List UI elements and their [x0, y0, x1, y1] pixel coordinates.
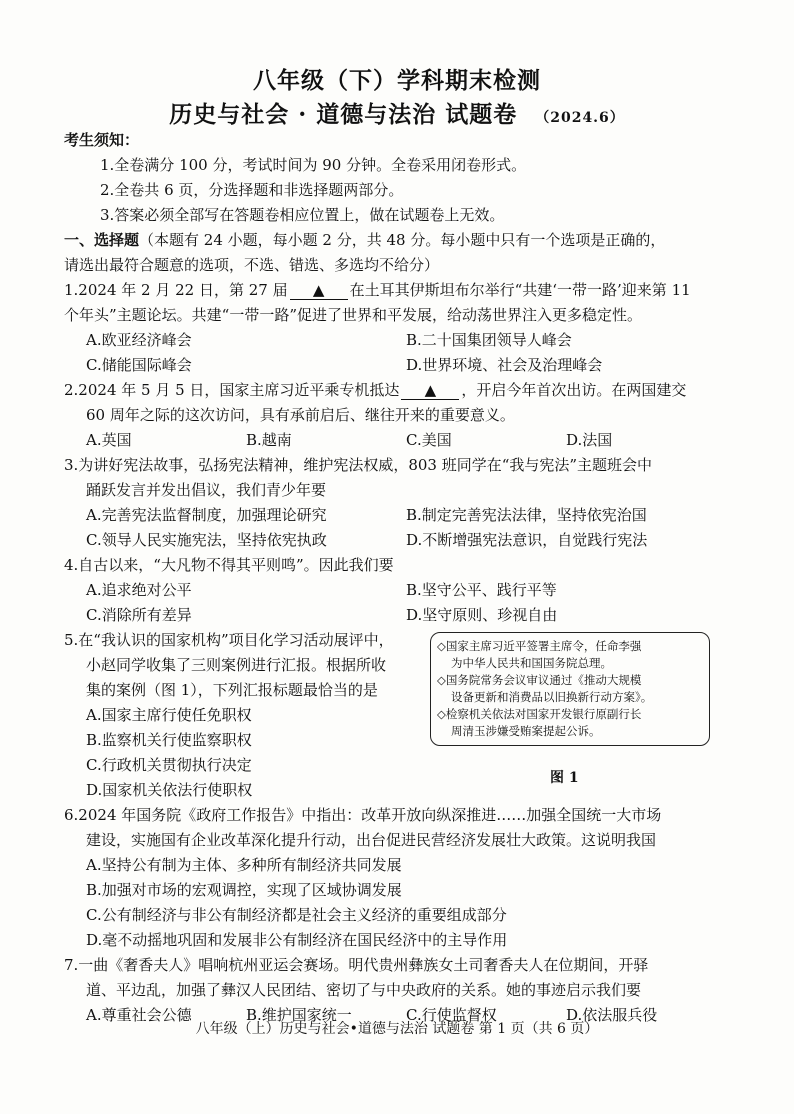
- option-c: C.美国: [406, 431, 452, 449]
- answer-blank: ▲: [401, 381, 459, 400]
- figure-case-2-cont: 设备更新和消费品以旧换新行动方案》。: [451, 690, 653, 704]
- option-d: D.国家机关依法行使职权: [86, 781, 253, 799]
- option-a: A.国家主席行使任免职权: [86, 706, 252, 724]
- question-4-stem: 4.自古以来，“大凡物不得其平则鸣”。因此我们要: [64, 556, 394, 574]
- question-5-text-2: 小赵同学收集了三则案例进行汇报。根据所收: [86, 656, 387, 674]
- page-footer: 八年级（上）历史与社会•道德与法治 试题卷 第 1 页（共 6 页）: [195, 1021, 599, 1037]
- figure-case-1: ◇国家主席习近平签署主席令，任命李强: [437, 639, 642, 653]
- option-d: D.坚守原则、珍视自由: [406, 606, 558, 624]
- exam-title: 八年级（下）学科期末检测: [253, 67, 541, 94]
- question-3-stem: 3.为讲好宪法故事，弘扬宪法精神，维护宪法权威，803 班同学在“我与宪法”主题班会中: [64, 456, 653, 474]
- figure-case-2: ◇国务院常务会议审议通过《推动大规模: [437, 673, 642, 687]
- notice-item-1: 1.全卷满分 100 分，考试时间为 90 分钟。全卷采用闭卷形式。: [100, 156, 527, 174]
- option-a: A.欧亚经济峰会: [86, 331, 192, 349]
- option-a: A.追求绝对公平: [86, 581, 192, 599]
- notice-label: 考生须知：: [64, 131, 140, 149]
- question-5: [64, 628, 736, 803]
- question-5-stem: 5.在“我认识的国家机构”项目化学习活动展评中，: [64, 631, 394, 649]
- option-d: D.依法服兵役: [566, 1006, 658, 1024]
- figure-case-1-cont: 为中华人民共和国国务院总理。: [451, 656, 612, 670]
- option-a: A.尊重社会公德: [86, 1006, 192, 1024]
- question-2-stem: [64, 378, 736, 403]
- question-3-options-row2: [64, 528, 736, 553]
- option-b: B.制定完善宪法法律，坚持依宪治国: [406, 506, 647, 524]
- exam-subtitle: [0, 96, 794, 129]
- question-5-text-3: 集的案例（图 1），下列汇报标题最恰当的是: [86, 681, 378, 699]
- question-1-options-row2: [64, 353, 736, 378]
- figure-case-3: ◇检察机关依法对国家开发银行原副行长: [437, 707, 642, 721]
- question-2-options: [64, 428, 736, 453]
- section-prefix: 一、: [64, 231, 95, 249]
- question-6-text-2: 建设，实施国有企业改革深化提升行动，出台促进民营经济发展壮大政策。这说明我国: [86, 831, 657, 849]
- question-2-text-2: 60 周年之际的这次访问，具有承前启后、继往开来的重要意义。: [86, 406, 515, 424]
- option-b: B.维护国家统一: [246, 1006, 352, 1024]
- question-7-text-2: 道、平边乱，加强了彝汉人民团结、密切了与中央政府的关系。她的事迹启示我们要: [86, 981, 642, 999]
- question-4-options-row1: [64, 578, 736, 603]
- question-2-text-a: 2.2024 年 5 月 5 日，国家主席习近平乘专机抵达: [64, 381, 400, 399]
- option-d: D.毫不动摇地巩固和发展非公有制经济在国民经济中的主导作用: [86, 931, 508, 949]
- option-c: C.消除所有差异: [86, 606, 192, 624]
- notice-item-3: 3.答案必须全部写在答题卷相应位置上，做在试题卷上无效。: [100, 206, 505, 224]
- question-6-stem: 6.2024 年国务院《政府工作报告》中指出：改革开放向纵深推进……加强全国统一大市场: [64, 806, 662, 824]
- option-c: C.行使监督权: [406, 1006, 497, 1024]
- figure-1-caption: 图 1: [550, 770, 579, 786]
- figure-1-box: [430, 632, 710, 746]
- option-a: A.完善宪法监督制度，加强理论研究: [86, 506, 327, 524]
- section-desc-2: 请选出最符合题意的选项，不选、错选、多选均不给分）: [64, 256, 440, 274]
- question-4-options-row2: [64, 603, 736, 628]
- question-1-text-a: 1.2024 年 2 月 22 日，第 27 届: [64, 281, 288, 299]
- question-3-options-row1: [64, 503, 736, 528]
- answer-blank: ▲: [290, 281, 348, 300]
- option-d: D.不断增强宪法意识，自觉践行宪法: [406, 531, 648, 549]
- section-heading: [64, 228, 736, 253]
- option-d: D.世界环境、社会及治理峰会: [406, 356, 603, 374]
- question-1-text-b: 在土耳其伊斯坦布尔举行“共建‘一带一路’迎来第 11: [349, 281, 691, 299]
- question-1-stem: [64, 278, 736, 303]
- option-b: B.坚守公平、践行平等: [406, 581, 557, 599]
- option-a: A.英国: [86, 431, 132, 449]
- option-c: C.公有制经济与非公有制经济都是社会主义经济的重要组成部分: [86, 906, 507, 924]
- option-c: C.领导人民实施宪法，坚持依宪执政: [86, 531, 327, 549]
- option-b: B.加强对市场的宏观调控，实现了区域协调发展: [86, 881, 402, 899]
- figure-case-3-cont: 周清玉涉嫌受贿案提起公诉。: [451, 724, 601, 738]
- notice-item-2: 2.全卷共 6 页，分选择题和非选择题两部分。: [100, 181, 404, 199]
- exam-content: [64, 128, 736, 1028]
- option-c: C.行政机关贯彻执行决定: [86, 756, 252, 774]
- question-1-options-row1: [64, 328, 736, 353]
- subject-title: 历史与社会 · 道德与法治 试题卷: [169, 101, 518, 128]
- question-2-text-b: ，开启今年首次出访。在两国建交: [461, 381, 687, 399]
- option-a: A.坚持公有制为主体、多种所有制经济共同发展: [86, 856, 402, 874]
- option-d: D.法国: [566, 431, 613, 449]
- question-7-stem: 7.一曲《奢香夫人》唱响杭州亚运会赛场。明代贵州彝族女土司奢香夫人在位期间，开驿: [64, 956, 649, 974]
- question-3-text-2: 踊跃发言并发出倡议，我们青少年要: [86, 481, 327, 499]
- option-b: B.越南: [246, 431, 292, 449]
- section-name: 选择题: [94, 231, 140, 249]
- option-c: C.储能国际峰会: [86, 356, 192, 374]
- exam-date: （2024.6）: [535, 110, 625, 126]
- option-b: B.监察机关行使监察职权: [86, 731, 252, 749]
- section-desc-1: （本题有 24 小题，每小题 2 分，共 48 分。每小题中只有一个选项是正确的，: [139, 231, 666, 249]
- option-b: B.二十国集团领导人峰会: [406, 331, 572, 349]
- question-1-text-2: 个年头”主题论坛。共建“一带一路”促进了世界和平发展，给动荡世界注入更多稳定性。: [64, 306, 643, 324]
